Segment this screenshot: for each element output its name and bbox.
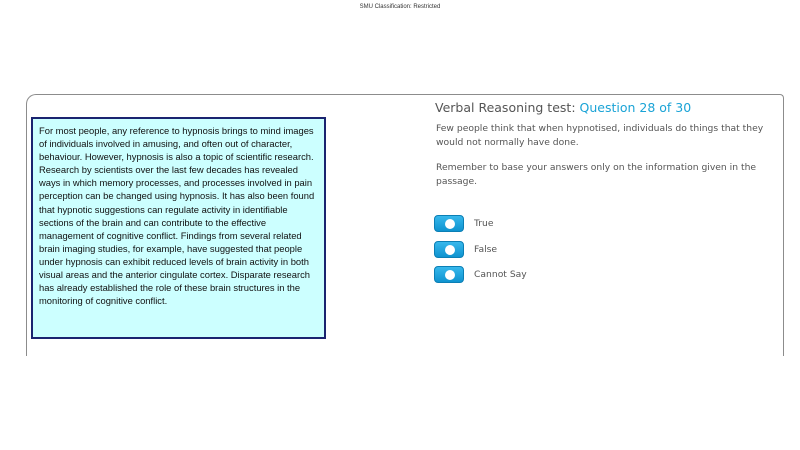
option-false-toggle[interactable] — [434, 241, 464, 258]
option-cannot-say-toggle[interactable] — [434, 266, 464, 283]
passage-box — [31, 117, 326, 339]
option-true-toggle[interactable] — [434, 215, 464, 232]
question-statement: Few people think that when hypnotised, individuals do things that they would not normally have done. — [436, 123, 764, 148]
question-instruction: Remember to base your answers only on the information given in the passage. — [436, 162, 757, 187]
radio-knob-icon — [445, 245, 455, 255]
option-cannot-say-label[interactable]: Cannot Say — [474, 268, 527, 280]
passage-text: For most people, any reference to hypnosis brings to mind images of individuals involved in amusing, and often out of character, behaviour. However, hypnosis is also a topic of scientific research. Research by scientists over the last few decades has revealed ways in which memory processes, and processes involved in pain perception can be changed using hypnosis. It has also been found that hypnotic suggestions can regulate activity in identifiable sections of the brain and can contribute to the effective management of cognitive conflict. Findings from several related brain imaging studies, for example, have suggested that people under hypnosis can exhibit reduced levels of brain activity in both visual areas and the anterior cingulate cortex. Disparate research has already established the role of these brain structures in the monitoring of cognitive conflict. — [39, 125, 315, 307]
option-true-label[interactable]: True — [474, 217, 494, 229]
question-number: Question 28 of 30 — [579, 100, 692, 115]
option-false-label[interactable]: False — [474, 243, 498, 255]
classification-label: SMU Classification: Restricted — [359, 4, 441, 10]
option-cannot-say[interactable] — [434, 265, 527, 283]
option-true[interactable] — [434, 214, 494, 232]
radio-knob-icon — [445, 270, 455, 280]
question-header — [435, 100, 691, 115]
option-false[interactable] — [434, 240, 497, 258]
test-label: Verbal Reasoning test: — [435, 100, 576, 115]
radio-knob-icon — [445, 219, 455, 229]
